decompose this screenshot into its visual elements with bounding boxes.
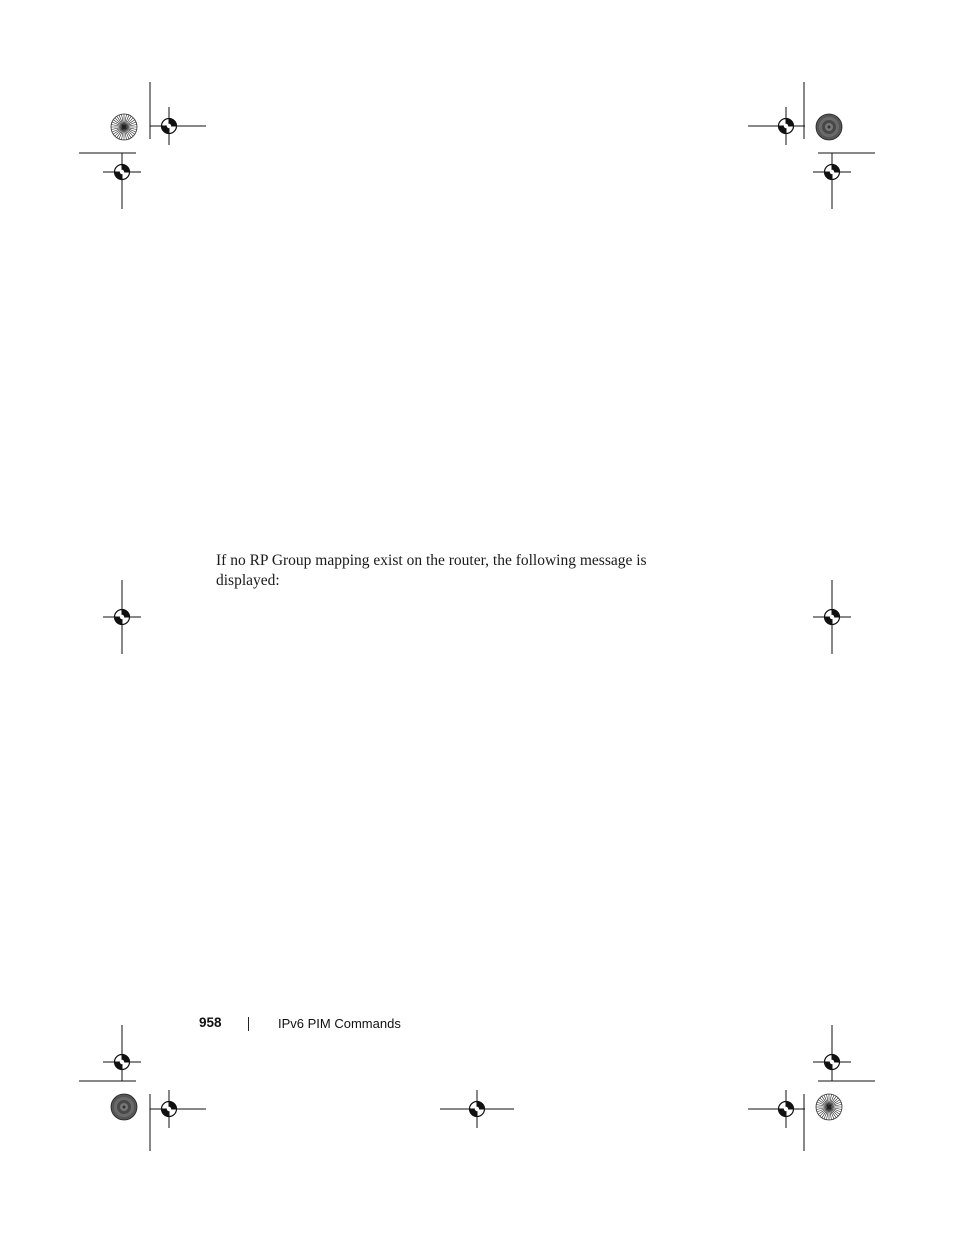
page-number: 958 bbox=[199, 1015, 222, 1030]
registration-mark-icon bbox=[813, 1043, 851, 1081]
spoked-wheel-icon bbox=[816, 1094, 842, 1120]
registration-mark-icon bbox=[813, 153, 851, 191]
registration-mark-icon bbox=[813, 598, 851, 636]
registration-mark-icon bbox=[103, 1043, 141, 1081]
registration-mark-icon bbox=[150, 107, 188, 145]
registration-mark-icon bbox=[103, 153, 141, 191]
spoked-wheel-icon bbox=[111, 114, 137, 140]
registration-mark-icon bbox=[767, 1090, 805, 1128]
body-paragraph: If no RP Group mapping exist on the router, the following message is displayed: bbox=[216, 551, 647, 589]
dark-wheel-icon bbox=[816, 114, 842, 140]
registration-mark-icon bbox=[767, 107, 805, 145]
registration-mark-icon bbox=[458, 1090, 496, 1128]
footer-divider bbox=[248, 1017, 249, 1031]
footer-section-title: IPv6 PIM Commands bbox=[278, 1016, 401, 1031]
registration-mark-icon bbox=[103, 598, 141, 636]
registration-mark-icon bbox=[150, 1090, 188, 1128]
dark-wheel-icon bbox=[111, 1094, 137, 1120]
